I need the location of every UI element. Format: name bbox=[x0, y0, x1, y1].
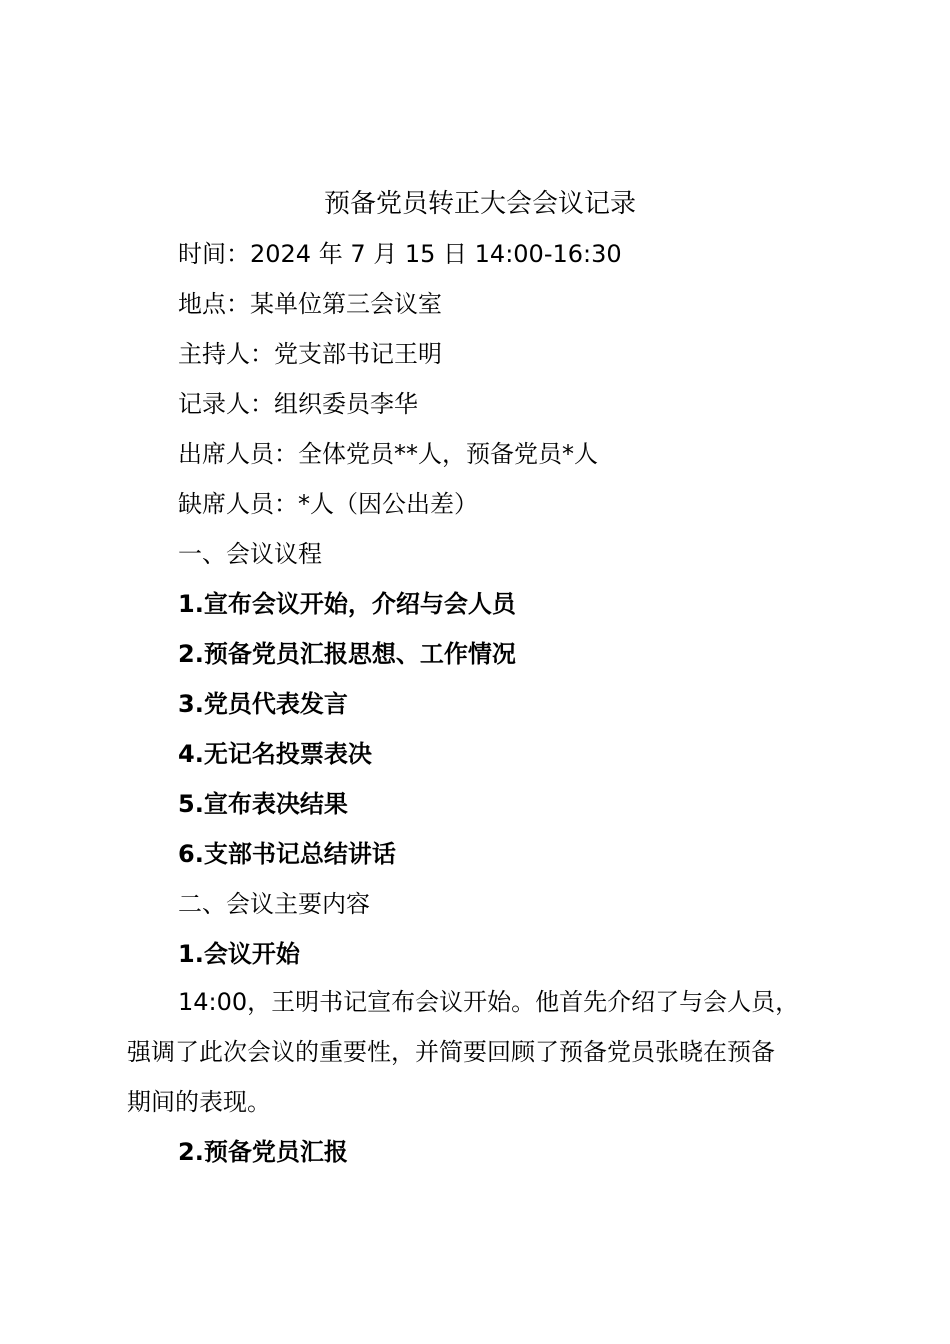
meeting-location: 地点：某单位第三会议室 bbox=[178, 290, 442, 318]
section-heading-agenda: 一、会议议程 bbox=[178, 540, 322, 568]
agenda-item: 4.无记名投票表决 bbox=[178, 740, 372, 768]
meeting-attendees: 出席人员：全体党员**人，预备党员*人 bbox=[178, 440, 598, 468]
paragraph-line: 14:00，王明书记宣布会议开始。他首先介绍了与会人员， bbox=[178, 988, 800, 1016]
section-heading-content: 二、会议主要内容 bbox=[178, 890, 370, 918]
paragraph-line: 强调了此次会议的重要性，并简要回顾了预备党员张晓在预备 bbox=[127, 1038, 775, 1066]
agenda-item: 6.支部书记总结讲话 bbox=[178, 840, 396, 868]
meeting-recorder: 记录人：组织委员李华 bbox=[178, 390, 418, 418]
agenda-item: 3.党员代表发言 bbox=[178, 690, 348, 718]
subsection-heading-opening: 1.会议开始 bbox=[178, 940, 300, 968]
agenda-item: 2.预备党员汇报思想、工作情况 bbox=[178, 640, 516, 668]
subsection-heading-report: 2.预备党员汇报 bbox=[178, 1138, 348, 1166]
agenda-item: 5.宣布表决结果 bbox=[178, 790, 348, 818]
paragraph-line: 期间的表现。 bbox=[127, 1088, 271, 1116]
opening-paragraph bbox=[127, 977, 867, 1127]
meeting-time: 时间：2024 年 7 月 15 日 14:00-16:30 bbox=[178, 240, 622, 268]
agenda-item: 1.宣布会议开始，介绍与会人员 bbox=[178, 590, 516, 618]
document-title: 预备党员转正大会会议记录 bbox=[323, 189, 636, 219]
meeting-host: 主持人：党支部书记王明 bbox=[178, 340, 442, 368]
meeting-absentees: 缺席人员：*人（因公出差） bbox=[178, 490, 478, 518]
